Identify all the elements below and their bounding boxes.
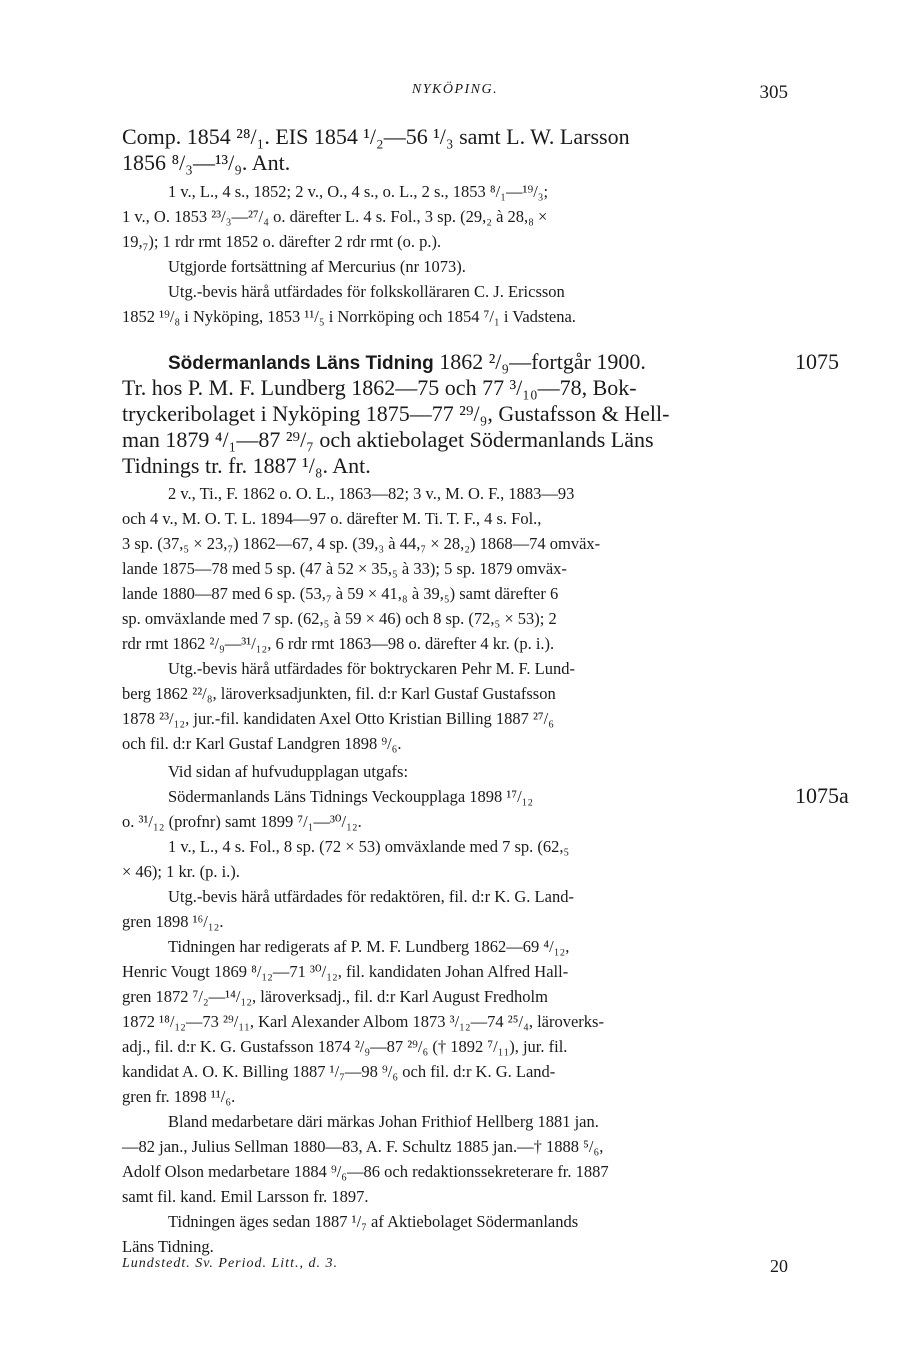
entry-detail-line: Läns Tidning. [122, 1237, 214, 1256]
entry-main-line: Tr. hos P. M. F. Lundberg 1862—75 och 77 ³/₁₀—78, Bok- [122, 375, 637, 400]
newspaper-title: Södermanlands Läns Tidning [168, 353, 434, 374]
entry-detail-line: Adolf Olson medarbetare 1884 ⁹/₆—86 och redaktionssekreterare fr. 1887 [122, 1162, 609, 1181]
page-number: 305 [759, 82, 788, 103]
entry-detail-line: 1 v., L., 4 s. Fol., 8 sp. (72 × 53) omväxlande med 7 sp. (62,₅ [168, 837, 570, 856]
entry-detail-line: Utg.-bevis härå utfärdades för folkskolläraren C. J. Ericsson [168, 282, 565, 301]
entry-detail-line: gren 1898 ¹⁶/₁₂. [122, 912, 224, 931]
entry-number: 1075a [795, 783, 849, 808]
entry-main-line: Tidnings tr. fr. 1887 ¹/₈. Ant. [122, 453, 371, 478]
entry-main-line: 1856 ⁸/₃—¹³/₉. Ant. [122, 150, 291, 175]
entry-detail-line: 1 v., O. 1853 ²³/₃—²⁷/₄ o. därefter L. 4 s. Fol., 3 sp. (29,₂ à 28,₈ × [122, 207, 548, 226]
entry-detail-line: 19,₇); 1 rdr rmt 1852 o. därefter 2 rdr rmt (o. p.). [122, 232, 442, 251]
entry-detail-line: 1 v., L., 4 s., 1852; 2 v., O., 4 s., o. L., 2 s., 1853 ⁸/₁—¹⁹/₃; [168, 182, 549, 201]
running-head-title: NYKÖPING. [411, 82, 499, 97]
entry-detail-line: Utg.-bevis härå utfärdades för boktryckaren Pehr M. F. Lund- [168, 659, 575, 678]
entry-detail-line: Utg.-bevis härå utfärdades för redaktören, fil. d:r K. G. Land- [168, 887, 574, 906]
entry-main-line: Comp. 1854 ²⁸/₁. EIS 1854 ¹/₂—56 ¹/₃ samt L. W. Larsson [122, 124, 630, 149]
entry-detail-line: Bland medarbetare däri märkas Johan Frithiof Hellberg 1881 jan. [168, 1112, 599, 1131]
entry-detail-line: gren 1872 ⁷/₂—¹⁴/₁₂, läroverksadj., fil. d:r Karl August Fredholm [122, 987, 548, 1006]
entry-detail-line: sp. omväxlande med 7 sp. (62,₅ à 59 × 46) och 8 sp. (72,₅ × 53); 2 [122, 609, 557, 628]
entry-detail-line: Henric Vougt 1869 ⁸/₁₂—71 ³⁰/₁₂, fil. kandidaten Johan Alfred Hall- [122, 962, 569, 981]
sheet-number: 20 [770, 1256, 788, 1276]
entry-detail-line: —82 jan., Julius Sellman 1880—83, A. F. Schultz 1885 jan.—† 1888 ⁵/₆, [122, 1137, 604, 1156]
entry-detail-line: gren fr. 1898 ¹¹/₆. [122, 1087, 236, 1106]
entry-detail-line: lande 1880—87 med 6 sp. (53,₇ à 59 × 41,₈ à 39,₅) samt därefter 6 [122, 584, 559, 603]
entry-detail-line: 1878 ²³/₁₂, jur.-fil. kandidaten Axel Otto Kristian Billing 1887 ²⁷/₆ [122, 709, 554, 728]
entry-detail-line: lande 1875—78 med 5 sp. (47 à 52 × 35,₅ à 33); 5 sp. 1879 omväx- [122, 559, 567, 578]
running-head [122, 82, 788, 106]
entry-detail-line: berg 1862 ²²/₈, läroverksadjunkten, fil. d:r Karl Gustaf Gustafsson [122, 684, 556, 703]
entry-detail-line: o. ³¹/₁₂ (profnr) samt 1899 ⁷/₁—³⁰/₁₂. [122, 812, 362, 831]
entry-detail-line: Södermanlands Läns Tidnings Veckoupplaga 1898 ¹⁷/₁₂ [168, 787, 534, 806]
entry-detail-line: 3 sp. (37,₅ × 23,₇) 1862—67, 4 sp. (39,₃ à 44,₇ × 28,₂) 1868—74 omväx- [122, 534, 601, 553]
entry-detail-line: samt fil. kand. Emil Larsson fr. 1897. [122, 1187, 369, 1206]
entry-detail-line: och 4 v., M. O. T. L. 1894—97 o. därefter M. Ti. T. F., 4 s. Fol., [122, 509, 542, 528]
entry-detail-line: Utgjorde fortsättning af Mercurius (nr 1073). [168, 257, 466, 276]
entry-detail-line: × 46); 1 kr. (p. i.). [122, 862, 240, 881]
entry-detail-line: och fil. d:r Karl Gustaf Landgren 1898 ⁹/₆. [122, 734, 402, 753]
entry-detail-line: 1852 ¹⁹/₈ i Nyköping, 1853 ¹¹/₅ i Norrköping och 1854 ⁷/₁ i Vadstena. [122, 307, 576, 326]
entry-detail-line: adj., fil. d:r K. G. Gustafsson 1874 ²/₉—87 ²⁹/₆ († 1892 ⁷/₁₁), jur. fil. [122, 1037, 568, 1056]
signature-mark: Lundstedt. Sv. Period. Litt., d. 3. [122, 1256, 338, 1271]
entry-detail-line: kandidat A. O. K. Billing 1887 ¹/₇—98 ⁹/₆ och fil. d:r K. G. Land- [122, 1062, 556, 1081]
page-footer [122, 1256, 788, 1280]
entry-detail-line: Tidningen äges sedan 1887 ¹/₇ af Aktiebolaget Södermanlands [168, 1212, 579, 1231]
entry-main-line: Södermanlands Läns Tidning 1862 ²/₉—fortgår 1900. [168, 349, 646, 374]
entry-detail-line: Vid sidan af hufvudupplagan utgafs: [168, 762, 409, 781]
entry-number: 1075 [795, 349, 839, 374]
entry-detail-line: 2 v., Ti., F. 1862 o. O. L., 1863—82; 3 v., M. O. F., 1883—93 [168, 484, 575, 503]
entry-main-line: tryckeribolaget i Nyköping 1875—77 ²⁹/₉, Gustafsson & Hell- [122, 401, 670, 426]
entry-main-line: man 1879 ⁴/₁—87 ²⁹/₇ och aktiebolaget Södermanlands Läns [122, 427, 654, 452]
entry-detail-line: 1872 ¹⁸/₁₂—73 ²⁹/₁₁, Karl Alexander Albom 1873 ³/₁₂—74 ²⁵/₄, läroverks- [122, 1012, 604, 1031]
entry-detail-line: rdr rmt 1862 ²/₉—³¹/₁₂, 6 rdr rmt 1863—98 o. därefter 4 kr. (p. i.). [122, 634, 555, 653]
entry-detail-line: Tidningen har redigerats af P. M. F. Lundberg 1862—69 ⁴/₁₂, [168, 937, 570, 956]
